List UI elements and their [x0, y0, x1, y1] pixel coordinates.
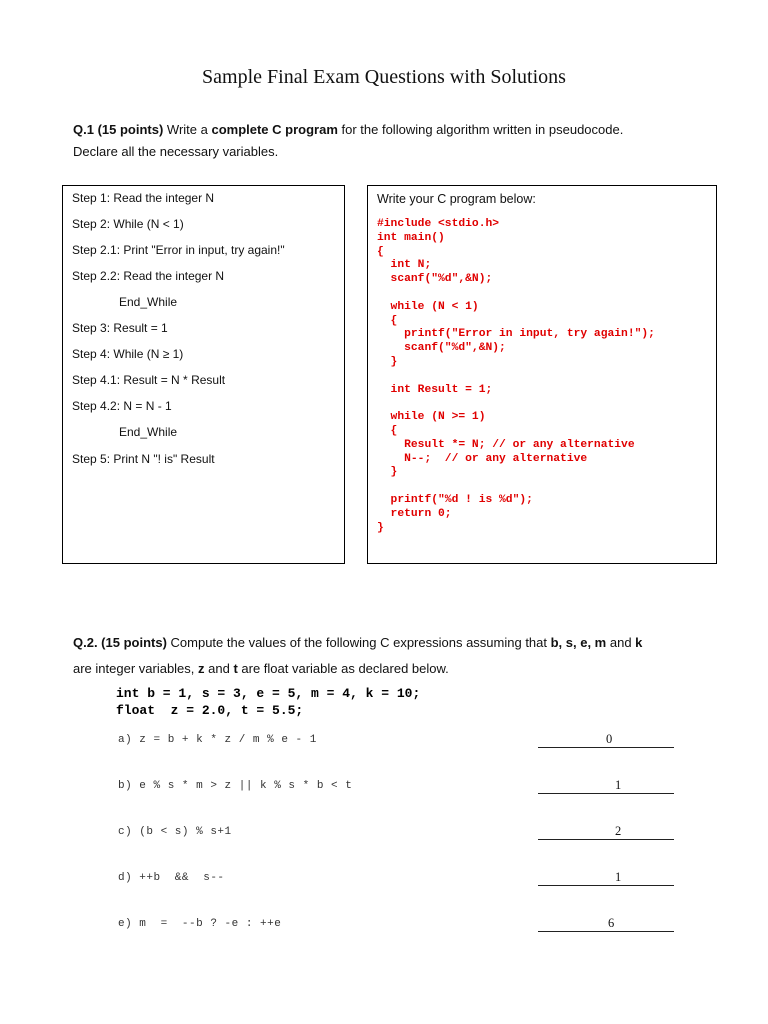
q1-prompt-line1: [73, 119, 623, 141]
c-program-label: Write your C program below:: [377, 192, 536, 206]
q1-text-b: for the following algorithm written in pseudocode.: [337, 122, 624, 137]
step-4: Step 4: While (N ≥ 1): [72, 347, 184, 361]
step-2: Step 2: While (N < 1): [72, 217, 184, 231]
c-program-box: [367, 185, 717, 564]
q2-text-a: Compute the values of the following C expressions assuming that: [166, 635, 551, 650]
end-while-1: End_While: [119, 295, 178, 309]
declaration-line-2: float z = 2.0, t = 5.5;: [116, 703, 304, 718]
q2-line2-b: are float variable as declared below.: [237, 661, 449, 676]
answer-line-e: [538, 917, 674, 932]
q1-prompt-line2: Declare all the necessary variables.: [73, 144, 279, 159]
step-4-1: Step 4.1: Result = N * Result: [72, 373, 226, 387]
q2-k: k: [635, 635, 643, 650]
answer-e: 6: [608, 916, 615, 930]
q1-text-a: Write a: [163, 122, 212, 137]
step-1: Step 1: Read the integer N: [72, 191, 215, 205]
q1-label: Q.1 (15 points): [73, 122, 164, 137]
expression-a: a) z = b + k * z / m % e - 1: [118, 734, 317, 746]
q2-line2-a: are integer variables,: [73, 661, 199, 676]
step-2-2: Step 2.2: Read the integer N: [72, 269, 225, 283]
answer-line-b: [538, 779, 674, 794]
q2-prompt-line1: [73, 632, 642, 654]
q2-z: z: [198, 661, 205, 676]
expression-b: b) e % s * m > z || k % s * b < t: [118, 780, 353, 792]
pseudocode-box: [62, 185, 345, 564]
step-5: Step 5: Print N "! is" Result: [72, 452, 215, 466]
step-3: Step 3: Result = 1: [72, 321, 168, 335]
answer-line-a: [538, 733, 674, 748]
q2-line2-and: and: [204, 661, 234, 676]
expression-e: e) m = --b ? -e : ++e: [118, 918, 282, 930]
answer-b: 1: [615, 778, 622, 792]
q2-label: Q.2. (15 points): [73, 635, 167, 650]
end-while-2: End_While: [119, 425, 178, 439]
step-2-1: Step 2.1: Print "Error in input, try again!": [72, 243, 285, 257]
c-program-code: #include <stdio.h> int main() { int N; scanf("%d",&N); while (N < 1) { printf("Error in input, try again!"); scanf("%d",&N); } int Result = 1; while (N >= 1) { Result *= N; // or any alternative N--; // or any alternative } printf("%d ! is %d"); return 0; }: [377, 218, 655, 534]
step-4-2: Step 4.2: N = N - 1: [72, 399, 172, 413]
expression-c: c) (b < s) % s+1: [118, 826, 232, 838]
answer-c: 2: [615, 824, 622, 838]
expression-d: d) ++b && s--: [118, 872, 225, 884]
answer-line-c: [538, 825, 674, 840]
declaration-line-1: int b = 1, s = 3, e = 5, m = 4, k = 10;: [116, 686, 421, 701]
page-title: Sample Final Exam Questions with Solutions: [202, 66, 566, 88]
q2-text-and: and: [606, 635, 636, 650]
q2-t: t: [233, 661, 238, 676]
q2-vars: b, s, e, m: [550, 635, 607, 650]
answer-d: 1: [615, 870, 622, 884]
answer-a: 0: [606, 732, 613, 746]
q2-prompt-line2: [73, 658, 449, 680]
q1-bold-phrase: complete C program: [211, 122, 338, 137]
answer-line-d: [538, 871, 674, 886]
